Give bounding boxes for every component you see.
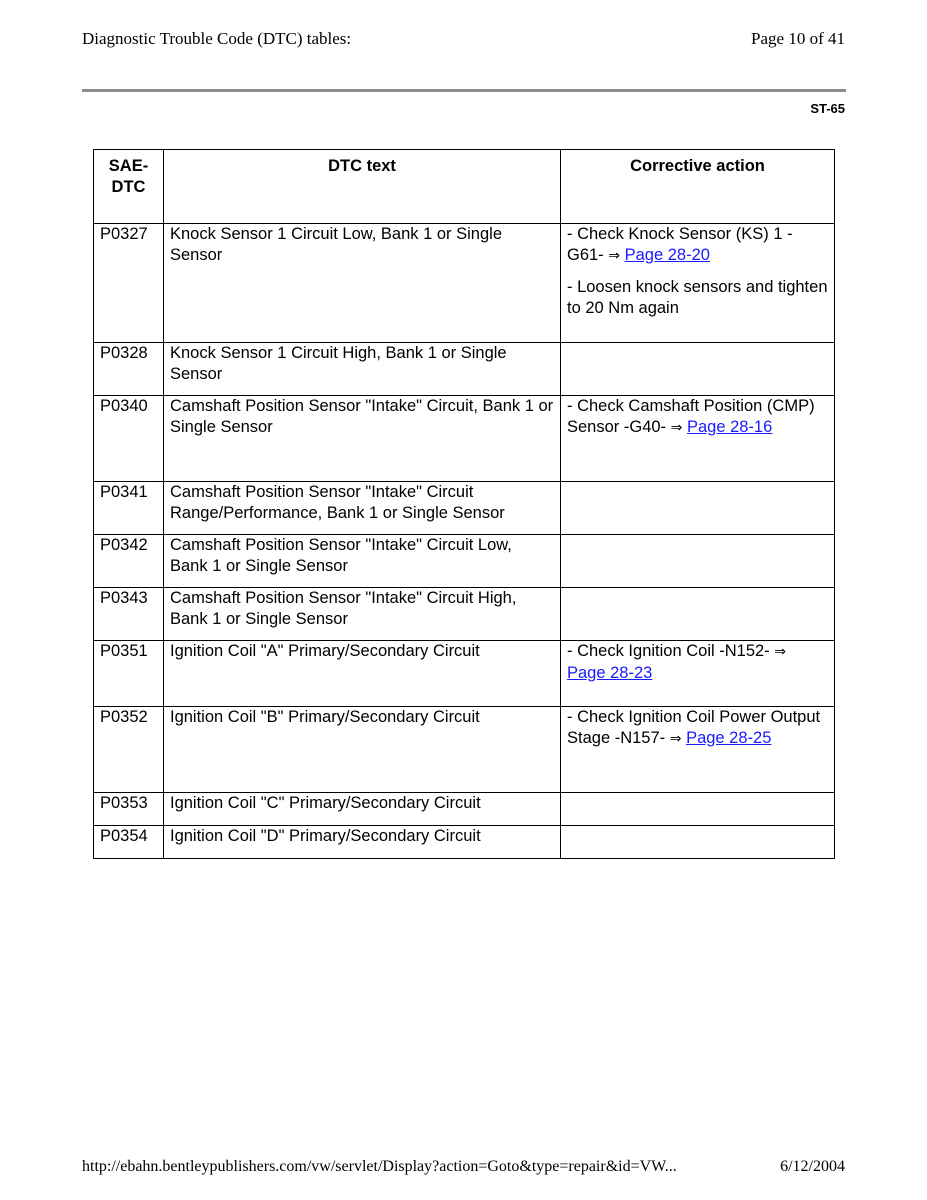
header-code-line1: SAE-	[108, 157, 149, 175]
corrective-action	[561, 641, 835, 707]
table-row	[94, 793, 835, 826]
corrective-action	[561, 396, 835, 482]
section-code: ST-65	[810, 101, 845, 116]
dtc-text: Ignition Coil "B" Primary/Secondary Circuit	[164, 707, 561, 793]
footer-url: http://ebahn.bentleypublishers.com/vw/servlet/Display?action=Goto&type=repair&id=VW...	[82, 1158, 677, 1175]
dtc-text: Camshaft Position Sensor "Intake" Circuit, Bank 1 or Single Sensor	[164, 396, 561, 482]
document-title: Diagnostic Trouble Code (DTC) tables:	[82, 29, 352, 48]
table-row	[94, 826, 835, 859]
dtc-text: Camshaft Position Sensor "Intake" Circuit Low, Bank 1 or Single Sensor	[164, 535, 561, 588]
dtc-code: P0342	[94, 535, 164, 588]
dtc-text: Ignition Coil "A" Primary/Secondary Circuit	[164, 641, 561, 707]
dtc-code: P0352	[94, 707, 164, 793]
corrective-action-empty	[561, 482, 835, 535]
page-link[interactable]: Page 28-20	[624, 245, 710, 264]
dtc-code: P0353	[94, 793, 164, 826]
corrective-action-empty	[561, 535, 835, 588]
dtc-code: P0328	[94, 343, 164, 396]
table-row	[94, 482, 835, 535]
dtc-table	[93, 149, 835, 859]
action-text: - Check Knock Sensor (KS) 1 -G61-	[567, 225, 793, 264]
table-row	[94, 641, 835, 707]
dtc-text: Ignition Coil "C" Primary/Secondary Circuit	[164, 793, 561, 826]
corrective-action-empty	[561, 588, 835, 641]
table-row	[94, 396, 835, 482]
dtc-code: P0354	[94, 826, 164, 859]
header-dtc-text: DTC text	[164, 150, 561, 224]
dtc-text: Camshaft Position Sensor "Intake" Circuit High, Bank 1 or Single Sensor	[164, 588, 561, 641]
dtc-code: P0351	[94, 641, 164, 707]
table-row	[94, 588, 835, 641]
footer-date: 6/12/2004	[780, 1158, 845, 1175]
arrow-right-icon: ⇒	[670, 419, 683, 436]
corrective-action-empty	[561, 826, 835, 859]
arrow-right-icon: ⇒	[669, 730, 682, 747]
dtc-text: Ignition Coil "D" Primary/Secondary Circuit	[164, 826, 561, 859]
page-link[interactable]: Page 28-16	[686, 417, 773, 436]
arrow-right-icon: ⇒	[774, 644, 786, 660]
page-link[interactable]: Page 28-23	[567, 663, 653, 682]
table-header-row	[94, 150, 835, 224]
header-sae-dtc	[94, 150, 164, 224]
action-text: - Check Camshaft Position (CMP) Sensor -G40-	[567, 397, 815, 436]
corrective-action	[561, 707, 835, 793]
page-number: Page 10 of 41	[751, 29, 845, 48]
table-row	[94, 343, 835, 396]
table-row	[94, 224, 835, 343]
header-code-line2: DTC	[111, 178, 146, 196]
action-text: - Check Ignition Coil -N152-	[567, 642, 770, 660]
dtc-text: Knock Sensor 1 Circuit Low, Bank 1 or Single Sensor	[164, 224, 561, 343]
table-row	[94, 707, 835, 793]
dtc-code: P0343	[94, 588, 164, 641]
dtc-code: P0327	[94, 224, 164, 343]
arrow-right-icon: ⇒	[608, 247, 621, 264]
corrective-action-empty	[561, 343, 835, 396]
action-text: - Loosen knock sensors and tighten to 20 Nm again	[567, 278, 828, 317]
header-corrective-action: Corrective action	[561, 150, 835, 224]
header-divider	[82, 89, 846, 92]
dtc-code: P0341	[94, 482, 164, 535]
action-text: - Check Ignition Coil Power Output Stage -N157-	[567, 708, 821, 747]
corrective-action	[561, 224, 835, 343]
page-link[interactable]: Page 28-25	[686, 728, 772, 747]
table-row	[94, 535, 835, 588]
dtc-text: Knock Sensor 1 Circuit High, Bank 1 or Single Sensor	[164, 343, 561, 396]
dtc-text: Camshaft Position Sensor "Intake" Circuit Range/Performance, Bank 1 or Single Sensor	[164, 482, 561, 535]
dtc-code: P0340	[94, 396, 164, 482]
corrective-action-empty	[561, 793, 835, 826]
